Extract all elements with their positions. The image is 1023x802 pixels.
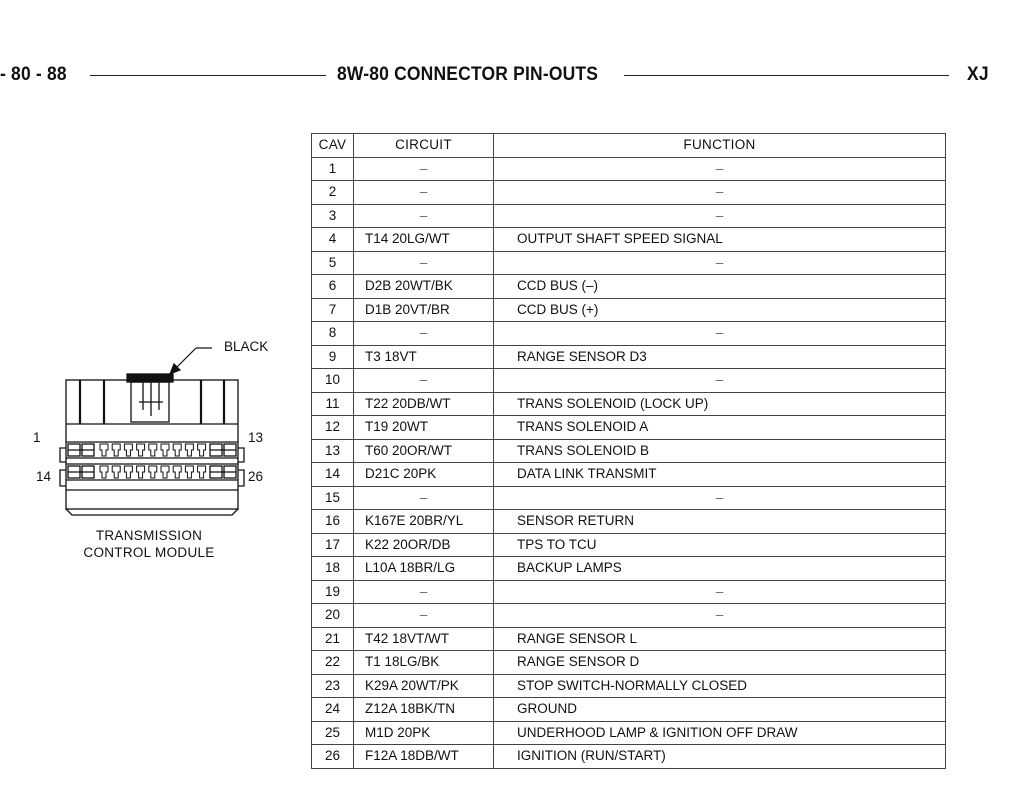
cav-cell: 13 <box>312 439 354 463</box>
pin-label-26: 26 <box>248 469 264 484</box>
circuit-cell: K167E 20BR/YL <box>354 510 494 534</box>
circuit-cell: T3 18VT <box>354 345 494 369</box>
table-row <box>312 275 946 299</box>
table-row <box>312 345 946 369</box>
function-cell: CCD BUS (–) <box>494 275 946 299</box>
function-cell: RANGE SENSOR D <box>494 651 946 675</box>
table-row <box>312 698 946 722</box>
pin-terminal <box>161 444 169 456</box>
pin-terminal <box>100 466 108 478</box>
function-cell: GROUND <box>494 698 946 722</box>
circuit-cell: T14 20LG/WT <box>354 228 494 252</box>
circuit-cell: T1 18LG/BK <box>354 651 494 675</box>
pin-terminal <box>149 466 157 478</box>
table-row <box>312 651 946 675</box>
pin-terminal <box>173 444 181 456</box>
header-cav: CAV <box>312 134 354 158</box>
cav-cell: 23 <box>312 674 354 698</box>
circuit-cell: K29A 20WT/PK <box>354 674 494 698</box>
page-number: - 80 - 88 <box>0 64 67 85</box>
function-cell: BACKUP LAMPS <box>494 557 946 581</box>
pin-terminal <box>137 466 145 478</box>
function-cell: CCD BUS (+) <box>494 298 946 322</box>
cav-cell: 21 <box>312 627 354 651</box>
function-cell: – <box>494 604 946 628</box>
function-cell: RANGE SENSOR L <box>494 627 946 651</box>
table-row <box>312 416 946 440</box>
circuit-cell: D1B 20VT/BR <box>354 298 494 322</box>
function-cell: TRANS SOLENOID (LOCK UP) <box>494 392 946 416</box>
table-row <box>312 181 946 205</box>
circuit-cell: – <box>354 486 494 510</box>
function-cell: UNDERHOOD LAMP & IGNITION OFF DRAW <box>494 721 946 745</box>
cav-cell: 19 <box>312 580 354 604</box>
circuit-cell: – <box>354 580 494 604</box>
table-body <box>312 157 946 768</box>
table-row <box>312 627 946 651</box>
circuit-cell: D21C 20PK <box>354 463 494 487</box>
circuit-cell: T42 18VT/WT <box>354 627 494 651</box>
circuit-cell: M1D 20PK <box>354 721 494 745</box>
circuit-cell: L10A 18BR/LG <box>354 557 494 581</box>
pin-terminal <box>149 444 157 456</box>
function-cell: – <box>494 157 946 181</box>
cav-cell: 22 <box>312 651 354 675</box>
function-cell: – <box>494 322 946 346</box>
cav-cell: 17 <box>312 533 354 557</box>
table-row <box>312 557 946 581</box>
cav-cell: 2 <box>312 181 354 205</box>
table-row <box>312 533 946 557</box>
table-row <box>312 721 946 745</box>
circuit-cell: T22 20DB/WT <box>354 392 494 416</box>
header-function: FUNCTION <box>494 134 946 158</box>
cav-cell: 5 <box>312 251 354 275</box>
function-cell: IGNITION (RUN/START) <box>494 745 946 769</box>
circuit-cell: – <box>354 251 494 275</box>
connector-color-label: BLACK <box>224 339 269 354</box>
pin-terminal <box>161 466 169 478</box>
table-row <box>312 510 946 534</box>
table-header-row <box>312 134 946 158</box>
table-row <box>312 251 946 275</box>
page-title: 8W-80 CONNECTOR PIN-OUTS <box>337 64 599 85</box>
cav-cell: 4 <box>312 228 354 252</box>
header-rule-left <box>90 75 326 76</box>
table-row <box>312 486 946 510</box>
function-cell: – <box>494 580 946 604</box>
pin-label-14: 14 <box>36 469 52 484</box>
cav-cell: 20 <box>312 604 354 628</box>
function-cell: – <box>494 486 946 510</box>
caption-line-2: CONTROL MODULE <box>83 545 215 560</box>
cav-cell: 11 <box>312 392 354 416</box>
circuit-cell: – <box>354 181 494 205</box>
cav-cell: 7 <box>312 298 354 322</box>
circuit-cell: K22 20OR/DB <box>354 533 494 557</box>
table-row <box>312 604 946 628</box>
circuit-cell: – <box>354 157 494 181</box>
pin-label-13: 13 <box>248 430 264 445</box>
cav-cell: 10 <box>312 369 354 393</box>
function-cell: – <box>494 181 946 205</box>
cav-cell: 12 <box>312 416 354 440</box>
pin-terminal <box>185 466 193 478</box>
table-row <box>312 674 946 698</box>
table-row <box>312 745 946 769</box>
pin-terminal <box>112 466 120 478</box>
table-row <box>312 580 946 604</box>
function-cell: DATA LINK TRANSMIT <box>494 463 946 487</box>
circuit-cell: – <box>354 322 494 346</box>
function-cell: STOP SWITCH-NORMALLY CLOSED <box>494 674 946 698</box>
table-row <box>312 298 946 322</box>
pinout-table <box>311 133 946 769</box>
cav-cell: 26 <box>312 745 354 769</box>
circuit-cell: F12A 18DB/WT <box>354 745 494 769</box>
pin-terminal <box>124 466 132 478</box>
cav-cell: 14 <box>312 463 354 487</box>
table-row <box>312 204 946 228</box>
circuit-cell: T19 20WT <box>354 416 494 440</box>
pin-terminal <box>124 444 132 456</box>
function-cell: – <box>494 204 946 228</box>
cav-cell: 24 <box>312 698 354 722</box>
table-row <box>312 157 946 181</box>
pin-label-1: 1 <box>33 430 41 445</box>
circuit-cell: Z12A 18BK/TN <box>354 698 494 722</box>
pin-terminal <box>137 444 145 456</box>
function-cell: OUTPUT SHAFT SPEED SIGNAL <box>494 228 946 252</box>
circuit-cell: – <box>354 369 494 393</box>
caption-line-1: TRANSMISSION <box>95 528 203 543</box>
circuit-cell: – <box>354 604 494 628</box>
function-cell: RANGE SENSOR D3 <box>494 345 946 369</box>
table-row <box>312 369 946 393</box>
cav-cell: 16 <box>312 510 354 534</box>
table-row <box>312 463 946 487</box>
model-code: XJ <box>967 64 989 85</box>
table-row <box>312 392 946 416</box>
function-cell: TRANS SOLENOID B <box>494 439 946 463</box>
pin-terminal <box>198 466 206 478</box>
header-rule-right <box>624 75 949 76</box>
cav-cell: 8 <box>312 322 354 346</box>
circuit-cell: T60 20OR/WT <box>354 439 494 463</box>
function-cell: TPS TO TCU <box>494 533 946 557</box>
pin-terminal <box>100 444 108 456</box>
circuit-cell: D2B 20WT/BK <box>354 275 494 299</box>
circuit-cell: – <box>354 204 494 228</box>
connector-caption <box>64 527 234 561</box>
function-cell: TRANS SOLENOID A <box>494 416 946 440</box>
cav-cell: 6 <box>312 275 354 299</box>
function-cell: – <box>494 369 946 393</box>
pin-terminal <box>112 444 120 456</box>
cav-cell: 9 <box>312 345 354 369</box>
cav-cell: 25 <box>312 721 354 745</box>
pin-terminal <box>198 444 206 456</box>
pin-terminal <box>173 466 181 478</box>
table-row <box>312 228 946 252</box>
function-cell: – <box>494 251 946 275</box>
table-row <box>312 439 946 463</box>
cav-cell: 3 <box>312 204 354 228</box>
pin-terminal <box>185 444 193 456</box>
function-cell: SENSOR RETURN <box>494 510 946 534</box>
table-row <box>312 322 946 346</box>
cav-cell: 1 <box>312 157 354 181</box>
header-circuit: CIRCUIT <box>354 134 494 158</box>
cav-cell: 18 <box>312 557 354 581</box>
cav-cell: 15 <box>312 486 354 510</box>
